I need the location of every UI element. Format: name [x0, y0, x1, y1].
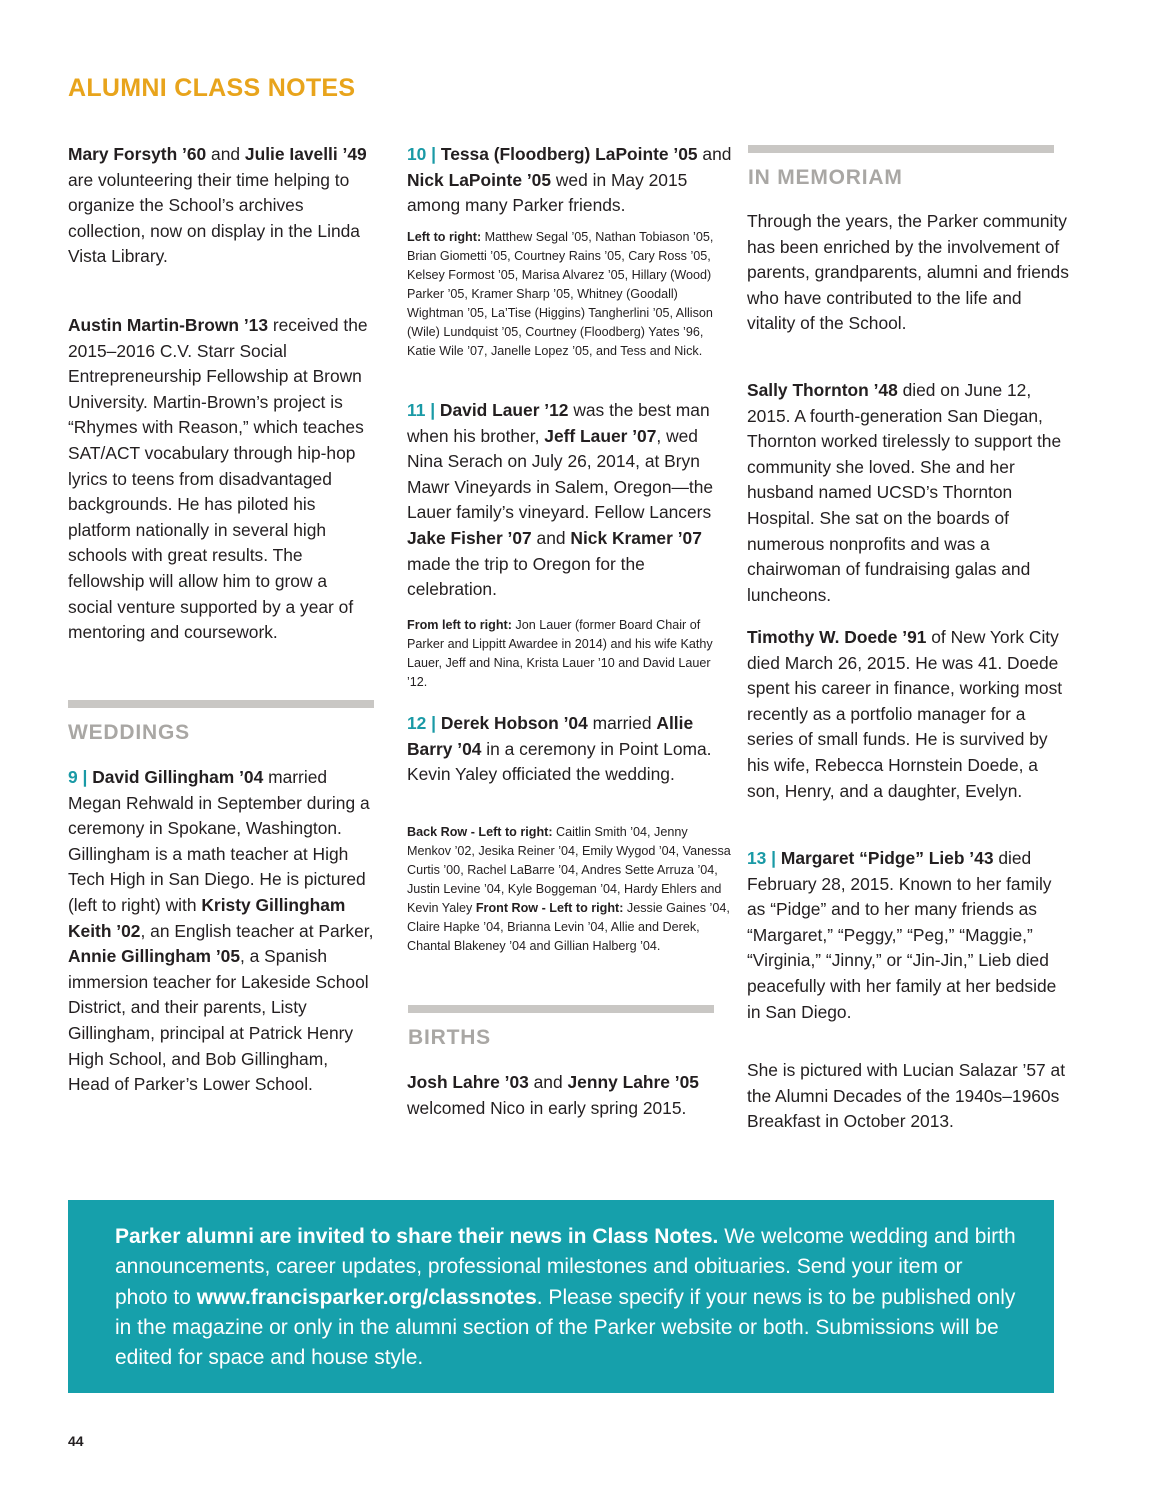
- body-text: and: [206, 144, 245, 164]
- body-text: wed in May 2015 among many Parker friends.: [407, 169, 688, 216]
- name-highlight: Margaret “Pidge” Lieb ’43: [780, 848, 994, 868]
- page-title: ALUMNI CLASS NOTES: [68, 74, 356, 102]
- section-divider: [748, 145, 1054, 153]
- caption-hobson: [407, 823, 733, 956]
- photo-number: 12 |: [407, 713, 441, 733]
- body-text: Caitlin Smith ’04, Jenny Menkov ’02, Jesika Reiner ’04, Emily Wygod ’04, Vanessa Curtis ’00, Rachel LaBarre ’04, Andres Sette Arruza ’04, Justin Levine ’04, Kyle Boggeman ’04, Hardy Ehlers and Kevin Yaley: [407, 825, 731, 915]
- name-highlight: Mary Forsyth ’60: [68, 144, 207, 164]
- body-text: She is pictured with Lucian Salazar ’57 at the Alumni Decades of the 1940s–1960s Breakfast in October 2013.: [747, 1060, 1066, 1132]
- body-text: Matthew Segal ’05, Nathan Tobiason ’05, Brian Giometti ’05, Courtney Rains ’05, Cary Ross ’05, Kelsey Formost ’05, Marisa Alvarez ’05, Hillary (Wood) Parker ’05, Kramer Sharp ’05, Whitney (Goodall) Wightman ’05, La’Tise (Higgins) Tangherlini ’05, Allison (Wile) Lundquist ’05, Courtney (Floodberg) Yates ’96, Katie Wile ’07, Janelle Lopez ’05, and Tess and Nick.: [407, 230, 714, 358]
- name-highlight: Julie Iavelli ’49: [244, 144, 367, 164]
- note-lapointe: [407, 142, 733, 219]
- body-text: died February 28, 2015. Known to her family as “Pidge” and to her many friends as “Margaret,” “Peggy,” “Peg,” “Maggie,” “Virginia,” “Jinny,” or “Jin-Jin,” Lieb died peacefully with her family at her bedside in San Diego.: [747, 848, 1057, 1022]
- photo-number: 13 |: [747, 848, 781, 868]
- births-heading: BIRTHS: [408, 1026, 491, 1049]
- body-text: We welcome wedding and birth announcements, career updates, professional milestones and obituaries. Send your item or photo to: [115, 1225, 1016, 1309]
- submission-callout: [68, 1200, 1054, 1393]
- name-highlight: Back Row - Left to right:: [407, 825, 553, 839]
- body-text: and: [531, 527, 571, 548]
- note-hobson: [407, 711, 733, 788]
- caption-lauer: [407, 616, 733, 692]
- body-text: and: [697, 144, 732, 164]
- section-divider: [68, 700, 374, 708]
- body-text: died on June 12, 2015. A fourth-generation San Diegan, Thornton worked tirelessly to support the community she loved. She and her husband named UCSD’s Thornton Hospital. She sat on the boards of numerous nonprofits and was a chairwoman of fundraising galas and luncheons.: [747, 380, 1062, 605]
- note-lahre: [407, 1070, 733, 1121]
- note-doede: [747, 625, 1073, 804]
- body-text: made the trip to Oregon for the celebration.: [407, 553, 645, 600]
- name-highlight: Jeff Lauer ’07: [544, 425, 657, 446]
- page-number: 44: [68, 1433, 84, 1449]
- name-highlight: Left to right:: [407, 230, 482, 244]
- body-text: , an English teacher at Parker,: [140, 920, 374, 941]
- name-highlight: Jenny Lahre ’05: [567, 1072, 699, 1092]
- body-text: , a Spanish immersion teacher for Lakeside School District, and their parents, Listy Gillingham, principal at Patrick Henry High School, and Bob Gillingham, Head of Parker’s Lower School.: [68, 946, 369, 1095]
- name-highlight: Josh Lahre ’03: [407, 1072, 529, 1092]
- name-highlight: Front Row - Left to right:: [475, 901, 624, 915]
- name-highlight: Nick LaPointe ’05: [407, 169, 552, 190]
- note-martin-brown: [68, 313, 374, 646]
- name-highlight: Parker alumni are invited to share their news in Class Notes.: [115, 1225, 719, 1248]
- note-forsyth-iavelli: [68, 142, 374, 270]
- body-text: married Megan Rehwald in September during a ceremony in Spokane, Washington. Gillingham is a math teacher at High Tech High in San Diego. He is pictured (left to right) with: [68, 767, 370, 915]
- name-highlight: Allie Barry ’04: [407, 713, 694, 759]
- name-highlight: Nick Kramer ’07: [570, 527, 702, 548]
- note-gillingham: [68, 765, 374, 1098]
- caption-lapointe: [407, 228, 733, 361]
- body-text: are volunteering their time helping to organize the School’s archives collection, now on display in the Linda Vista Library.: [68, 169, 360, 267]
- body-text: welcomed Nico in early spring 2015.: [407, 1097, 687, 1118]
- name-highlight: Kristy Gillingham Keith ’02: [68, 894, 346, 941]
- name-highlight: From left to right:: [407, 618, 512, 632]
- body-text: married: [587, 713, 657, 733]
- body-text: . Please specify if your news is to be published only in the magazine or only in the alumni section of the Parker website or both. Submissions will be edited for space and house style.: [115, 1285, 1016, 1370]
- name-highlight: Derek Hobson ’04: [440, 713, 588, 733]
- name-highlight: Sally Thornton ’48: [747, 380, 898, 400]
- body-text: , wed Nina Serach on July 26, 2014, at Bryn Mawr Vineyards in Salem, Oregon—the Lauer family’s vineyard. Fellow Lancers: [407, 425, 714, 523]
- submission-text: [115, 1222, 1020, 1373]
- body-text: was the best man when his brother,: [407, 400, 710, 446]
- note-lauer: [407, 398, 733, 603]
- classnotes-link[interactable]: www.francisparker.org/classnotes: [196, 1285, 537, 1309]
- name-highlight: David Gillingham ’04: [92, 767, 264, 787]
- body-text: and: [528, 1072, 568, 1092]
- name-highlight: Tessa (Floodberg) LaPointe ’05: [440, 144, 698, 164]
- body-text: of New York City died March 26, 2015. He was 41. Doede spent his career in finance, working most recently as a portfolio manager for a series of small funds. He is survived by his wife, Rebecca Hornstein Doede, a son, Henry, and a daughter, Evelyn.: [747, 627, 1063, 801]
- photo-number: 9 |: [68, 767, 93, 787]
- note-lieb-photo: [747, 1058, 1073, 1135]
- body-text: received the 2015–2016 C.V. Starr Social Entrepreneurship Fellowship at Brown University. Martin-Brown’s project is “Rhymes with Reason,” which teaches SAT/ACT vocabulary through hip-hop lyrics to teens from disadvantaged backgrounds. He has piloted his platform nationally in several high schools with great results. The fellowship will allow him to grow a social venture supported by a year of mentoring and coursework.: [68, 315, 368, 643]
- name-highlight: Annie Gillingham ’05: [68, 946, 241, 967]
- body-text: in a ceremony in Point Loma. Kevin Yaley officiated the wedding.: [407, 738, 712, 785]
- note-lieb: [747, 846, 1073, 1025]
- name-highlight: Timothy W. Doede ’91: [747, 627, 927, 647]
- name-highlight: Jake Fisher ’07: [407, 527, 532, 548]
- memoriam-intro: [747, 209, 1073, 337]
- body-text: Jon Lauer (former Board Chair of Parker and Lippitt Awardee in 2014) and his wife Kathy Lauer, Jeff and Nina, Krista Lauer ’10 and David Lauer ’12.: [407, 618, 713, 689]
- memoriam-heading: IN MEMORIAM: [748, 166, 903, 189]
- photo-number: 10 |: [407, 144, 441, 164]
- section-divider: [408, 1005, 714, 1013]
- note-thornton: [747, 378, 1073, 608]
- photo-number: 11 |: [407, 400, 440, 420]
- name-highlight: David Lauer ’12: [439, 400, 569, 420]
- body-text: Through the years, the Parker community has been enriched by the involvement of parents, grandparents, alumni and friends who have contributed to the life and vitality of the School.: [747, 211, 1069, 334]
- name-highlight: Austin Martin-Brown ’13: [68, 315, 269, 335]
- weddings-heading: WEDDINGS: [68, 721, 190, 744]
- body-text: Jessie Gaines ’04, Claire Hapke ’04, Brianna Levin ’04, Allie and Derek, Chantal Blakeney ’04 and Gillian Halberg ’04.: [407, 901, 730, 953]
